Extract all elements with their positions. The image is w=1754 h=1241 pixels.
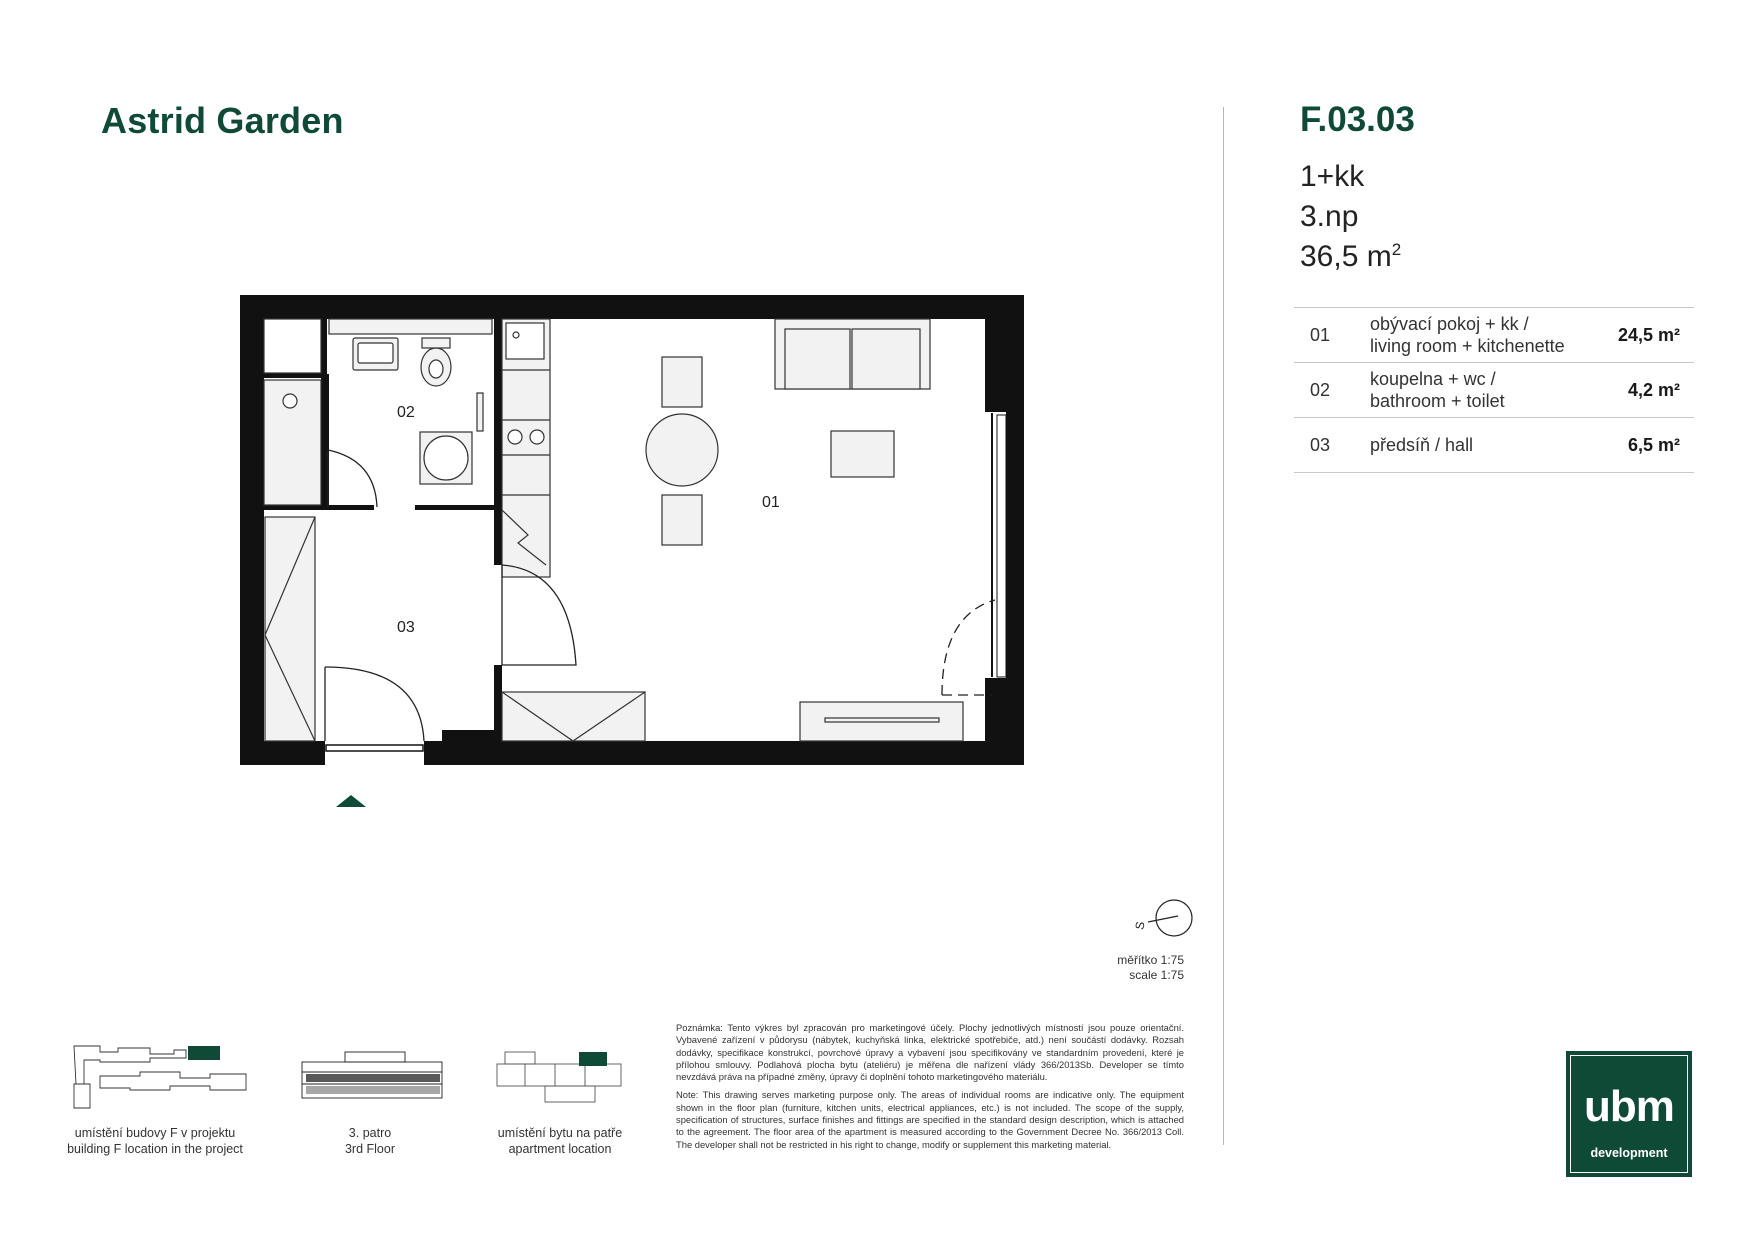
unit-area-sup: 2 bbox=[1391, 240, 1402, 259]
scale-cz: měřítko 1:75 bbox=[1117, 953, 1184, 967]
unit-area-value: 36,5 m bbox=[1300, 240, 1392, 273]
brand-title: Astrid Garden bbox=[101, 100, 344, 141]
caption-line: umístění bytu na patře bbox=[497, 1126, 623, 1140]
entrance-marker-icon bbox=[336, 795, 366, 807]
scale-label bbox=[1060, 953, 1184, 983]
room-label-03: 03 bbox=[397, 619, 415, 636]
location-caption-apartment bbox=[485, 1125, 635, 1157]
unit-floor: 3.np bbox=[1300, 200, 1359, 233]
room-name-en: bathroom + toilet bbox=[1370, 391, 1505, 411]
room-name bbox=[1370, 418, 1603, 473]
room-number: 02 bbox=[1294, 363, 1370, 418]
divider-line bbox=[1223, 107, 1224, 1145]
room-name-cz: koupelna + wc / bbox=[1370, 369, 1496, 389]
ubm-logo bbox=[1566, 1051, 1692, 1177]
room-area: 24,5 m² bbox=[1603, 308, 1694, 363]
scale-en: scale 1:75 bbox=[1129, 968, 1184, 982]
doors bbox=[325, 450, 995, 741]
caption-line: apartment location bbox=[508, 1142, 612, 1156]
note-cz: Poznámka: Tento výkres byl zpracován pro marketingové účely. Plochy jednotlivých místností jsou pouze orientační. Vybavené zařízení v půdorysu (nábytek, kuchyňská linka, elektrické spotřebiče, atd.) není součástí dodávky. Rozsah dodávky, specifikace konstrukcí, povrchové úpravy a vybavení jsou specifikovány ve standardním provedení, které je přílohou smlouvy. Podlahová plocha bytu (ateliéru) je měřena dle nařízení vlády 366/2013Sb. Developer se tímto nevzdává práva na případné změny, úpravy či doplnění tohoto marketingového materiálu. bbox=[676, 1022, 1184, 1083]
location-caption-site bbox=[40, 1125, 270, 1157]
logo-sub: development bbox=[1590, 1146, 1668, 1160]
storage-cabinet bbox=[502, 692, 645, 741]
rooms-table bbox=[1294, 307, 1694, 473]
caption-line: 3rd Floor bbox=[344, 1142, 396, 1156]
window bbox=[997, 415, 1006, 677]
caption-line: 3. patro bbox=[348, 1126, 392, 1140]
logo-word: ubm bbox=[1584, 1082, 1674, 1131]
caption-line: building F location in the project bbox=[67, 1142, 243, 1156]
disclaimer-note bbox=[676, 1022, 1184, 1151]
room-area: 6,5 m² bbox=[1603, 418, 1694, 473]
chair bbox=[662, 357, 702, 407]
fixtures bbox=[264, 319, 963, 741]
room-number: 03 bbox=[1294, 418, 1370, 473]
chair bbox=[662, 495, 702, 545]
room-number: 01 bbox=[1294, 308, 1370, 363]
unit-area bbox=[1300, 240, 1401, 274]
wardrobe bbox=[265, 517, 315, 741]
note-en: Note: This drawing serves marketing purpose only. The areas of individual rooms are indicative only. The equipment shown in the floor plan (furniture, kitchen units, electrical appliances, etc.) is not included. The scope of the supply, specification of structures, surface finishes and fittings are specified in the standard design description, which is attached to the agreement. The floor area of the apartment is measured according to the Government Decree No. 366/2013 Coll. The developer shall not be restricted in his right to change, modify or supplement this marketing material. bbox=[676, 1089, 1184, 1150]
room-label-01: 01 bbox=[762, 494, 780, 511]
toilet bbox=[422, 338, 450, 348]
room-area: 4,2 m² bbox=[1603, 363, 1694, 418]
compass-letter: S bbox=[1132, 920, 1148, 931]
compass-icon bbox=[1132, 900, 1198, 950]
apartment-location-thumbnail bbox=[495, 1050, 625, 1106]
room-name-cz: obývací pokoj + kk / bbox=[1370, 314, 1529, 334]
room-name bbox=[1370, 363, 1603, 418]
wall-kitchen-left bbox=[494, 319, 502, 565]
site-location-thumbnail bbox=[70, 1040, 250, 1110]
unit-layout: 1+kk bbox=[1300, 160, 1365, 193]
room-name-en: living room + kitchenette bbox=[1370, 336, 1565, 356]
table-row bbox=[1294, 418, 1694, 473]
coffee-table bbox=[831, 431, 894, 477]
room-name-cz: předsíň / hall bbox=[1370, 435, 1474, 455]
unit-code: F.03.03 bbox=[1300, 100, 1415, 139]
floor-plan bbox=[240, 295, 1040, 815]
dining-table bbox=[646, 414, 718, 486]
caption-line: umístění budovy F v projektu bbox=[74, 1126, 236, 1140]
floor-elevation-thumbnail bbox=[300, 1050, 445, 1100]
table-row bbox=[1294, 308, 1694, 363]
location-caption-floor bbox=[300, 1125, 440, 1157]
hob bbox=[508, 430, 522, 444]
room-name bbox=[1370, 308, 1603, 363]
table-row bbox=[1294, 363, 1694, 418]
kitchen-sink bbox=[506, 323, 544, 359]
room-label-02: 02 bbox=[397, 404, 415, 421]
